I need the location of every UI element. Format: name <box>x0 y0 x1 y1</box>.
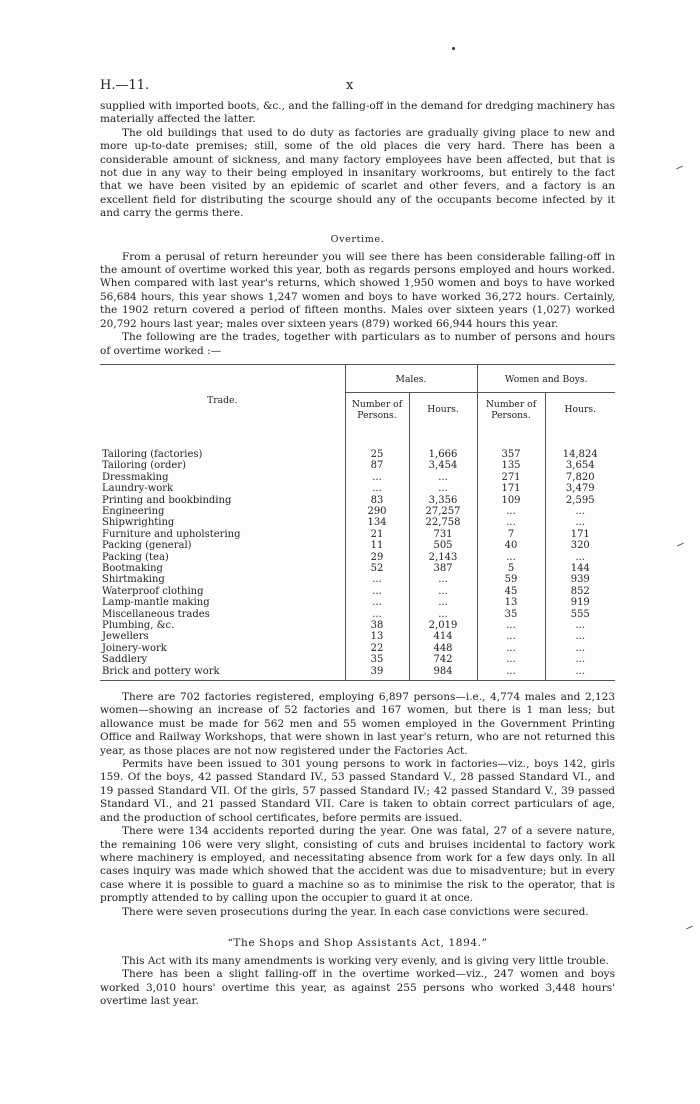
section-heading-shops-act: “The Shops and Shop Assistants Act, 1894.” <box>227 936 488 949</box>
women-boys-persons-cell: ... <box>477 517 545 528</box>
table-row <box>100 552 615 563</box>
trade-cell: Joinery-work <box>102 642 167 654</box>
males-hours-cell: ... <box>409 574 477 585</box>
males-hours-cell: 2,019 <box>409 620 477 631</box>
women-boys-hours-cell: 919 <box>545 597 615 608</box>
margin-mark <box>676 166 683 170</box>
table-body <box>100 441 615 681</box>
women-boys-persons-cell: 13 <box>477 597 545 608</box>
males-persons-cell: ... <box>345 597 409 608</box>
males-hours-cell: ... <box>409 597 477 608</box>
table-row <box>100 620 615 631</box>
males-hours-cell: ... <box>409 483 477 494</box>
women-boys-persons-cell: ... <box>477 620 545 631</box>
women-boys-hours-cell: ... <box>545 643 615 654</box>
males-persons-cell: 134 <box>345 517 409 528</box>
trade-cell: Plumbing, &c. <box>102 620 175 631</box>
women-boys-persons-cell: ... <box>477 506 545 517</box>
males-persons-cell: 21 <box>345 529 409 540</box>
women-boys-hours-cell: 555 <box>545 609 615 620</box>
paragraph: There are 702 factories registered, employing 6,897 persons—i.e., 4,774 males and 2,123 women—showing an increase of 52 factories and 167 women, but there is 1 man less; but allowance must be made for 562 men and 55 women employed in the Government Printing Office and Railway Workshops, that were shown in last year's return, who are not returned this year, as those places are not now registered under the Factories Act. <box>100 691 615 757</box>
women-boys-hours-cell: 3,654 <box>545 460 615 471</box>
trade-cell: Printing and bookbinding <box>102 494 232 506</box>
males-persons-cell: 35 <box>345 654 409 665</box>
women-boys-hours-cell: ... <box>545 620 615 631</box>
table-row <box>100 586 615 597</box>
males-hours-cell: 1,666 <box>409 441 477 460</box>
women-boys-hours-cell: ... <box>545 506 615 517</box>
males-hours-cell: 22,758 <box>409 517 477 528</box>
males-persons-cell: 52 <box>345 563 409 574</box>
trade-cell: Waterproof clothing <box>102 585 204 597</box>
paragraph: From a perusal of return hereunder you will see there has been considerable falling-off in the amount of overtime worked this year, both as regards persons employed and hours worked. When compared with last year's returns, which showed 1,950 women and boys to have worked 56,684 hours, this year shows 1,247 women and boys to have worked 36,272 hours. Certainly, the 1902 return covered a period of fifteen months. Males over sixteen years (1,027) worked 20,792 hours last year; males over sixteen years (879) worked 66,944 hours this year. <box>100 250 615 330</box>
males-hours-cell: ... <box>409 472 477 483</box>
trade-cell: Laundry-work <box>102 483 174 495</box>
trade-cell: Bootmaking <box>102 562 163 574</box>
males-persons-cell: ... <box>345 574 409 585</box>
women-boys-hours-cell: ... <box>545 517 615 528</box>
women-boys-hours-cell: 14,824 <box>545 441 615 460</box>
women-boys-hours-cell: 144 <box>545 563 615 574</box>
women-boys-persons-cell: 40 <box>477 540 545 551</box>
table-row <box>100 495 615 506</box>
males-hours-cell: 3,454 <box>409 460 477 471</box>
males-persons-cell: 83 <box>345 495 409 506</box>
trade-cell: Brick and pottery work <box>100 666 345 681</box>
males-group-header: Males. <box>345 364 477 392</box>
trade-column-header: Trade. <box>100 364 345 441</box>
males-persons-cell: 25 <box>345 441 409 460</box>
males-hours-cell: ... <box>409 609 477 620</box>
trade-cell: Tailoring (order) <box>102 460 186 472</box>
report-reference: H.—11. <box>100 78 150 93</box>
women-boys-persons-cell: ... <box>477 654 545 665</box>
women-boys-hours-cell: 939 <box>545 574 615 585</box>
document-page <box>100 78 615 1009</box>
women-boys-persons-cell: 7 <box>477 529 545 540</box>
table-row <box>100 563 615 574</box>
males-hours-cell: 448 <box>409 643 477 654</box>
women-boys-hours-cell: ... <box>545 654 615 665</box>
margin-mark <box>686 926 693 930</box>
women-boys-persons-cell: 45 <box>477 586 545 597</box>
table-row <box>100 441 615 460</box>
women-boys-persons-cell: 171 <box>477 483 545 494</box>
women-boys-persons-cell: 109 <box>477 495 545 506</box>
women-boys-persons-cell: 35 <box>477 609 545 620</box>
women-boys-group-header: Women and Boys. <box>477 364 615 392</box>
trade-cell: Tailoring (factories) <box>102 448 203 460</box>
table-row <box>100 540 615 551</box>
women-boys-hours-cell: ... <box>545 666 615 681</box>
women-boys-persons-cell: 5 <box>477 563 545 574</box>
table-row <box>100 483 615 494</box>
males-persons-cell: 29 <box>345 552 409 563</box>
males-hours-cell: 731 <box>409 529 477 540</box>
table-row <box>100 643 615 654</box>
males-persons-cell: 22 <box>345 643 409 654</box>
overtime-table <box>100 364 615 681</box>
males-hours-cell: 984 <box>409 666 477 681</box>
males-persons-cell: ... <box>345 472 409 483</box>
table-row <box>100 574 615 585</box>
males-hours-cell: 742 <box>409 654 477 665</box>
paragraph: The following are the trades, together with particulars as to number of persons and hours of overtime worked :— <box>100 331 615 357</box>
table-row <box>100 631 615 642</box>
women-boys-persons-cell: 59 <box>477 574 545 585</box>
trade-cell: Shirtmaking <box>102 574 165 586</box>
trade-cell: Saddlery <box>102 654 148 666</box>
women-boys-hours-cell: 171 <box>545 529 615 540</box>
table-row <box>100 666 615 681</box>
women-boys-hours-cell: 852 <box>545 586 615 597</box>
trade-cell: Jewellers <box>102 631 149 643</box>
women-boys-hours-cell: 7,820 <box>545 472 615 483</box>
paragraph: supplied with imported boots, &c., and the falling-off in the demand for dredging machinery has materially affected the latter. <box>100 100 615 126</box>
table-row <box>100 529 615 540</box>
trade-cell: Engineering <box>102 505 165 517</box>
women-boys-persons-cell: ... <box>477 643 545 654</box>
women-boys-persons-cell: ... <box>477 631 545 642</box>
trade-cell: Furniture and upholstering <box>102 528 241 540</box>
males-persons-cell: ... <box>345 483 409 494</box>
trade-cell: Shipwrighting <box>102 517 175 529</box>
males-hours-cell: 505 <box>409 540 477 551</box>
males-persons-cell: ... <box>345 586 409 597</box>
trade-cell: Lamp-mantle making <box>102 597 210 609</box>
persons-column-header: Number of Persons. <box>345 392 409 441</box>
table-row <box>100 472 615 483</box>
women-boys-persons-cell: 271 <box>477 472 545 483</box>
paragraph: Permits have been issued to 301 young persons to work in factories—viz., boys 142, girls 159. Of the boys, 42 passed Standard IV., 53 passed Standard V., 28 passed Standard VI., and 19 passed Standard VII. Of the girls, 57 passed Standard IV.; 42 passed Standard V., 39 passed Standard VI., and 21 passed Standard VII. Care is taken to obtain correct particulars of age, and the production of school certificates, before permits are issued. <box>100 758 615 824</box>
paragraph: This Act with its many amendments is working very evenly, and is giving very little trouble. <box>122 954 609 967</box>
males-hours-cell: 3,356 <box>409 495 477 506</box>
males-persons-cell: 38 <box>345 620 409 631</box>
women-boys-hours-cell: 2,595 <box>545 495 615 506</box>
women-boys-hours-cell: 3,479 <box>545 483 615 494</box>
paragraph: There were 134 accidents reported during the year. One was fatal, 27 of a severe nature, the remaining 106 were very slight, consisting of cuts and bruises incidental to factory work where machinery is employed, and necessitating absence from work for a few days only. In all cases inquiry was made which showed that the accident was due to misadventure; but in every case where it is possible to guard a machine so as to minimise the risk to the operator, that is promptly attended to by calling upon the occupier to guard it at once. <box>100 825 615 905</box>
paragraph: The old buildings that used to do duty as factories are gradually giving place to new and more up-to-date premises; still, some of the old places die very hard. There has been a considerable amount of sickness, and many factory employees have been affected, but that is not due in any way to their being employed in insanitary workrooms, but entirely to the fact that we have been visited by an epidemic of scarlet and other fevers, and a factory is an excellent field for distributing the scourge should any of the occupants become infected by it and carry the germs there. <box>100 126 615 220</box>
hours-column-header: Hours. <box>545 392 615 441</box>
women-boys-persons-cell: ... <box>477 552 545 563</box>
trade-cell: Miscellaneous trades <box>102 608 210 620</box>
trade-cell: Dressmaking <box>102 471 169 483</box>
page-number: x <box>346 78 354 93</box>
women-boys-persons-cell: ... <box>477 666 545 681</box>
page-header <box>100 78 615 100</box>
table-row <box>100 506 615 517</box>
males-persons-cell: 11 <box>345 540 409 551</box>
table-row <box>100 460 615 471</box>
table-row <box>100 517 615 528</box>
males-persons-cell: 13 <box>345 631 409 642</box>
women-boys-hours-cell: ... <box>545 552 615 563</box>
males-hours-cell: 2,143 <box>409 552 477 563</box>
males-hours-cell: ... <box>409 586 477 597</box>
table-row <box>100 609 615 620</box>
males-hours-cell: 387 <box>409 563 477 574</box>
table-row <box>100 597 615 608</box>
hours-column-header: Hours. <box>409 392 477 441</box>
males-hours-cell: 414 <box>409 631 477 642</box>
margin-mark <box>677 543 684 547</box>
males-persons-cell: 290 <box>345 506 409 517</box>
males-hours-cell: 27,257 <box>409 506 477 517</box>
women-boys-hours-cell: 320 <box>545 540 615 551</box>
paragraph: There has been a slight falling-off in the overtime worked—viz., 247 women and boys worked 3,010 hours' overtime this year, as against 255 persons who worked 3,448 hours' overtime last year. <box>100 968 615 1008</box>
paragraph: There were seven prosecutions during the year. In each case convictions were secured. <box>122 905 589 918</box>
persons-column-header: Number of Persons. <box>477 392 545 441</box>
table-row <box>100 654 615 665</box>
section-heading-overtime: Overtime. <box>330 233 385 245</box>
males-persons-cell: 87 <box>345 460 409 471</box>
trade-cell: Packing (tea) <box>102 551 169 563</box>
women-boys-hours-cell: ... <box>545 631 615 642</box>
page-mark <box>452 47 455 50</box>
males-persons-cell: ... <box>345 609 409 620</box>
trade-cell: Packing (general) <box>102 540 192 552</box>
women-boys-persons-cell: 357 <box>477 441 545 460</box>
women-boys-persons-cell: 135 <box>477 460 545 471</box>
males-persons-cell: 39 <box>345 666 409 681</box>
